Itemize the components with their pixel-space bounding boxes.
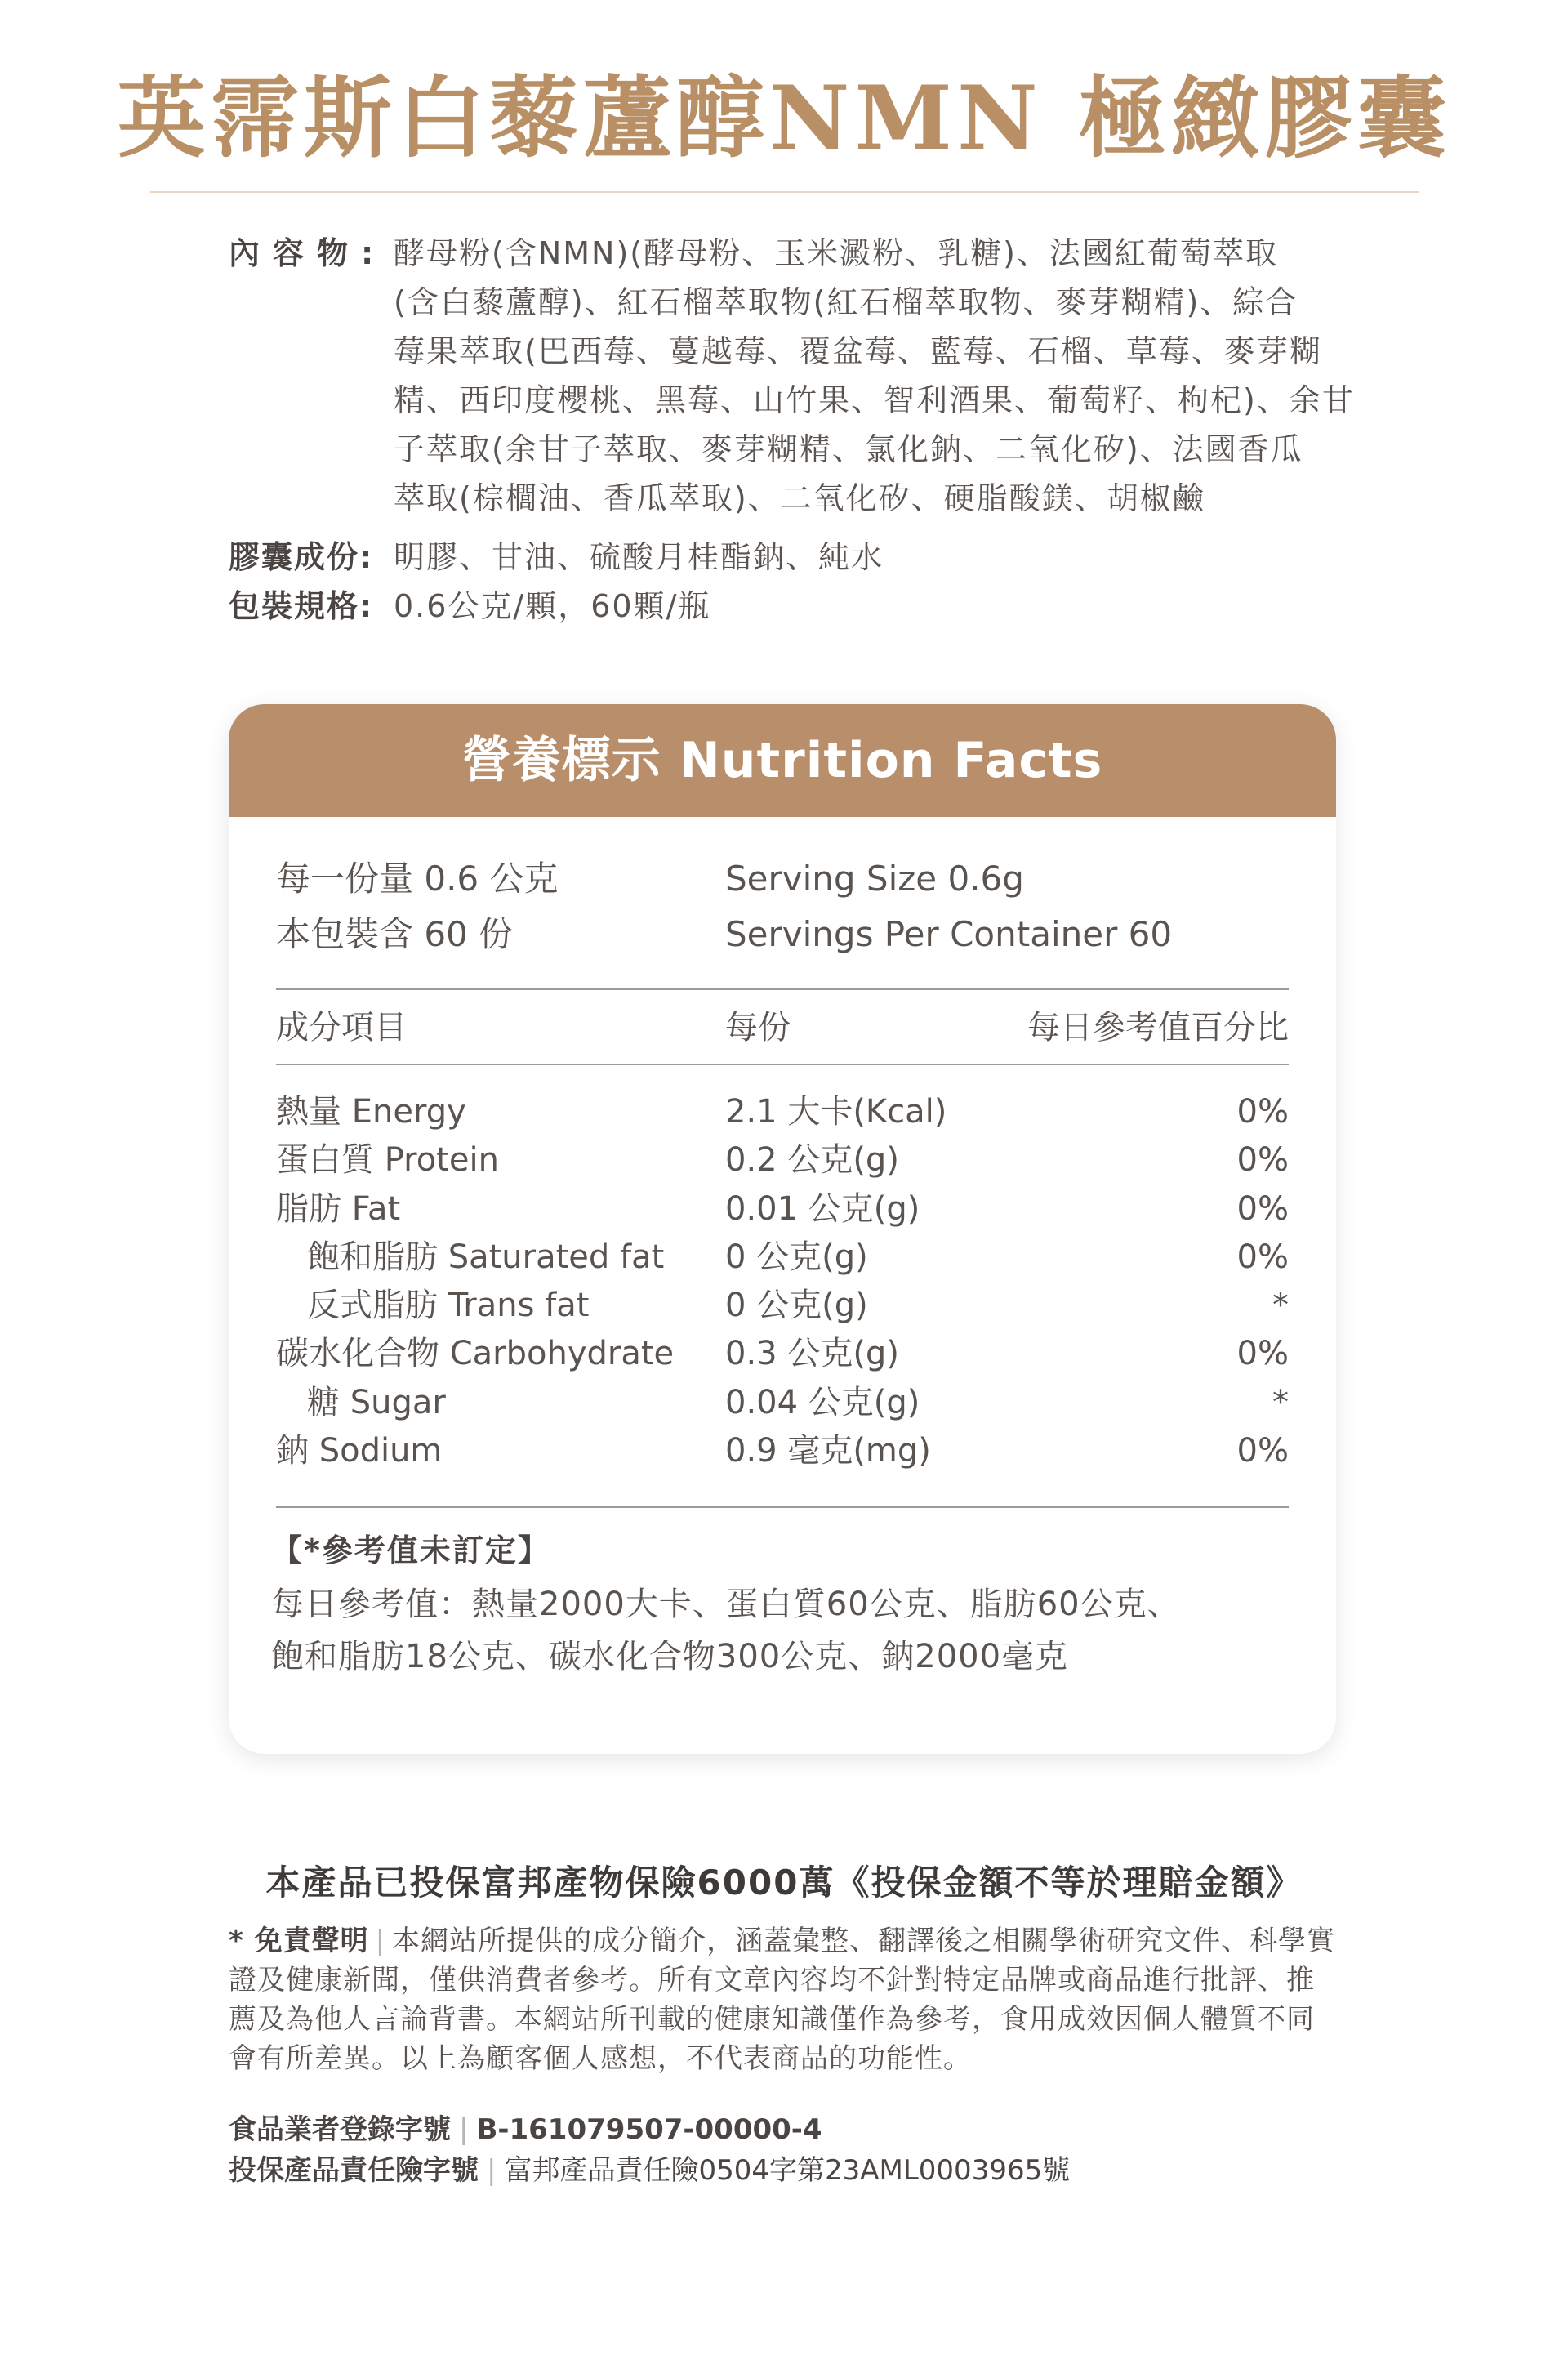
title-divider	[150, 191, 1419, 193]
nutrient-per-serving: 0.01 公克(g)	[725, 1189, 920, 1228]
table-row	[276, 1136, 1289, 1184]
disclaimer	[229, 1921, 1339, 2078]
nutrient-daily-value: 0%	[1236, 1093, 1289, 1131]
nutrient-name: 蛋白質 Protein	[276, 1141, 499, 1180]
capsule-row	[229, 533, 1356, 582]
reference-line: 飽和脂肪18公克、碳水化合物300公克、鈉2000毫克	[271, 1638, 1069, 1675]
table-header-divider	[276, 1064, 1289, 1065]
column-header-daily-value: 每日參考值百分比	[1027, 1009, 1289, 1046]
servings-zh: 本包裝含 60 份	[276, 914, 514, 954]
nutrient-name: 反式脂肪 Trans fat	[307, 1287, 590, 1325]
liability-label: 投保產品責任險字號	[229, 2154, 479, 2187]
nutrient-per-serving: 0 公克(g)	[725, 1287, 868, 1325]
table-row	[276, 1234, 1289, 1282]
disclaimer-line: 證及健康新聞，僅供消費者參考。所有文章內容均不針對特定品牌或商品進行批評、推	[229, 1964, 1315, 1996]
serving-info	[276, 851, 1289, 962]
registration-info	[229, 2109, 1070, 2191]
contents-text	[394, 229, 1356, 523]
liability-value: 富邦產品責任險0504字第23AML0003965號	[504, 2154, 1071, 2187]
nutrition-facts-card	[229, 704, 1336, 1754]
nutrient-per-serving: 0.3 公克(g)	[725, 1335, 899, 1373]
contents-line: 酵母粉(含NMN)(酵母粉、玉米澱粉、乳糖)、法國紅葡萄萃取	[394, 235, 1278, 271]
table-row	[276, 1282, 1289, 1330]
package-row	[229, 582, 1356, 631]
servings-en: Servings Per Container 60	[725, 914, 1173, 954]
disclaimer-line	[229, 1921, 1339, 1961]
table-row	[276, 1088, 1289, 1136]
page-title: 英霈斯白藜蘆醇NMN 極緻膠囊	[117, 67, 1451, 170]
contents-line: 莓果萃取(巴西莓、蔓越莓、覆盆莓、藍莓、石榴、草莓、麥芽糊	[394, 333, 1322, 369]
nutrient-daily-value: 0%	[1236, 1189, 1289, 1228]
table-top-divider	[276, 988, 1289, 990]
contents-label: 內容物:	[229, 235, 387, 271]
package-value: 0.6公克/顆，60顆/瓶	[394, 588, 711, 624]
nutrient-daily-value: *	[1272, 1383, 1289, 1421]
table-row	[276, 1427, 1289, 1475]
table-row	[276, 1379, 1289, 1427]
nutrient-name: 糖 Sugar	[307, 1383, 446, 1421]
nutrient-per-serving: 0.04 公克(g)	[725, 1383, 920, 1421]
daily-reference-values	[271, 1578, 1300, 1683]
contents-line: 子萃取(余甘子萃取、麥芽糊精、氯化鈉、二氧化矽)、法國香瓜	[394, 431, 1303, 467]
disclaimer-text: 本網站所提供的成分簡介，涵蓋彙整、翻譯後之相關學術研究文件、科學實	[392, 1925, 1336, 1957]
food-registration-label: 食品業者登錄字號	[229, 2113, 451, 2146]
disclaimer-lead: * 免責聲明	[229, 1925, 369, 1957]
nutrition-table	[276, 1088, 1289, 1475]
nutrient-daily-value: 0%	[1236, 1141, 1289, 1180]
nutrient-name: 脂肪 Fat	[276, 1189, 401, 1228]
nutrient-per-serving: 0.2 公克(g)	[725, 1141, 899, 1180]
column-header-per-serving: 每份	[725, 1009, 791, 1046]
food-registration-row	[229, 2109, 1070, 2150]
contents-row	[229, 229, 1356, 523]
separator: |	[487, 2154, 497, 2187]
separator: |	[459, 2113, 469, 2146]
disclaimer-line: 薦及為他人言論背書。本網站所刊載的健康知識僅作為參考，食用成效因個人體質不同	[229, 2003, 1315, 2036]
nutrient-per-serving: 0 公克(g)	[725, 1238, 868, 1276]
servings-row	[276, 907, 1289, 962]
table-row	[276, 1330, 1289, 1378]
reference-note: 【*參考值未訂定】	[271, 1532, 550, 1568]
nutrition-header: 營養標示 Nutrition Facts	[229, 704, 1336, 817]
food-registration-value: B-161079507-00000-4	[476, 2113, 822, 2146]
reference-line: 每日參考值：熱量2000大卡、蛋白質60公克、脂肪60公克、	[271, 1586, 1181, 1623]
disclaimer-line: 會有所差異。以上為顧客個人感想，不代表商品的功能性。	[229, 2042, 972, 2075]
table-header	[276, 998, 1289, 1057]
nutrient-per-serving: 2.1 大卡(Kcal)	[725, 1093, 947, 1131]
serving-size-row	[276, 851, 1289, 907]
contents-line: 萃取(棕櫚油、香瓜萃取)、二氧化矽、硬脂酸鎂、胡椒鹼	[394, 480, 1205, 516]
capsule-value: 明膠、甘油、硫酸月桂酯鈉、純水	[394, 539, 884, 575]
table-row	[276, 1185, 1289, 1234]
nutrient-name: 碳水化合物 Carbohydrate	[276, 1335, 675, 1373]
table-bottom-divider	[276, 1506, 1289, 1508]
capsule-label: 膠囊成份:	[229, 539, 374, 575]
ingredients-section	[229, 229, 1356, 631]
nutrient-name: 鈉 Sodium	[276, 1432, 443, 1470]
column-header-item: 成分項目	[276, 1009, 407, 1046]
serving-size-zh: 每一份量 0.6 公克	[276, 859, 559, 899]
insurance-statement: 本產品已投保富邦產物保險6000萬《投保金額不等於理賠金額》	[265, 1863, 1303, 1903]
nutrient-per-serving: 0.9 毫克(mg)	[725, 1432, 931, 1470]
contents-line: (含白藜蘆醇)、紅石榴萃取物(紅石榴萃取物、麥芽糊精)、綜合	[394, 284, 1298, 320]
nutrient-daily-value: *	[1272, 1287, 1289, 1325]
nutrient-daily-value: 0%	[1236, 1238, 1289, 1276]
nutrient-name: 飽和脂肪 Saturated fat	[307, 1238, 665, 1276]
serving-size-en: Serving Size 0.6g	[725, 859, 1024, 899]
package-label: 包裝規格:	[229, 588, 374, 624]
separator: |	[375, 1925, 386, 1957]
contents-line: 精、西印度櫻桃、黑莓、山竹果、智利酒果、葡萄籽、枸杞)、余甘	[394, 382, 1355, 418]
nutrient-daily-value: 0%	[1236, 1432, 1289, 1470]
liability-registration-row	[229, 2150, 1070, 2191]
nutrient-name: 熱量 Energy	[276, 1093, 466, 1131]
nutrient-daily-value: 0%	[1236, 1335, 1289, 1373]
